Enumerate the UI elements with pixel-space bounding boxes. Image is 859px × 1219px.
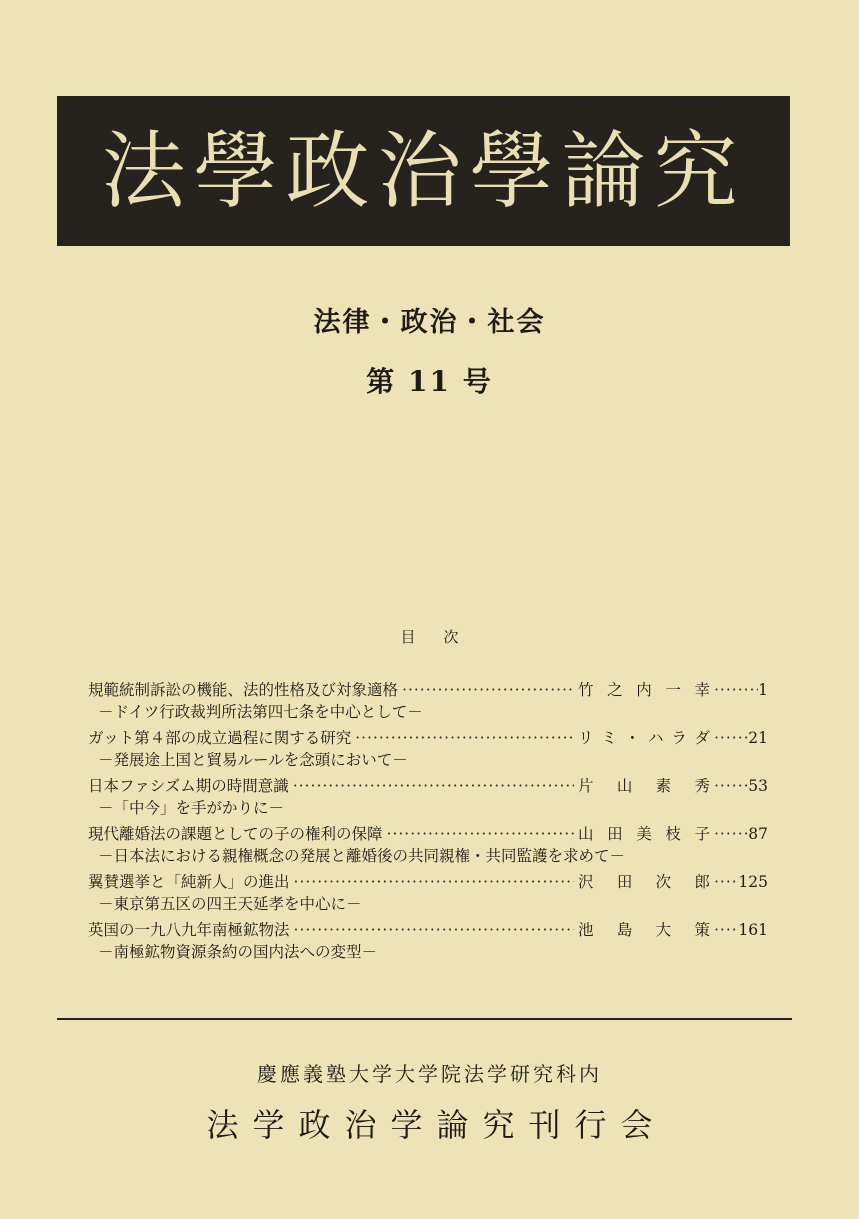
table-of-contents [88,678,768,966]
leader-dots [387,825,574,843]
entry-author: 片山素秀 [578,777,710,795]
leader-dots [714,825,748,843]
entry-author: 池島大策 [578,921,710,939]
entry-title: 英国の一九八九年南極鉱物法 [88,921,290,939]
entry-title: 日本ファシズム期の時間意識 [88,777,289,795]
entry-page: 125 [738,873,768,891]
entry-subtitle: －ドイツ行政裁判所法第四七条を中心として－ [98,703,423,721]
entry-author: 竹之内一幸 [578,681,710,699]
leader-dots [294,921,574,939]
entry-subtitle: －日本法における親権概念の発展と離婚後の共同親権・共同監護を求めて－ [98,847,626,865]
journal-title: 法學政治學論究 [101,122,746,220]
leader-dots [293,777,574,795]
entry-subtitle: －発展途上国と貿易ルールを念頭において－ [98,751,408,769]
leader-dots [714,921,738,939]
entry-subtitle: －「中今」を手がかりに－ [98,799,285,817]
toc-entry [88,726,768,774]
issue-number: 第 11 号 [366,365,493,398]
entry-author: 沢田次郎 [578,873,710,891]
entry-author: 山田美枝子 [578,825,710,843]
toc-entry [88,918,768,966]
entry-page: 87 [748,825,768,843]
publisher-affiliation: 慶應義塾大学大学院法学研究科内 [257,1062,602,1086]
toc-entry [88,870,768,918]
entry-page: 53 [748,777,768,795]
entry-page: 1 [758,681,768,699]
toc-entry [88,678,768,726]
entry-author: リミ・ハラダ [578,729,710,747]
journal-subtitle: 法律・政治・社会 [313,307,546,338]
entry-title: 翼賛選挙と「純新人」の進出 [88,873,290,891]
toc-heading: 目次 [400,628,487,646]
leader-dots [402,681,574,699]
entry-subtitle: －東京第五区の四王天延孝を中心に－ [98,895,362,913]
leader-dots [714,777,748,795]
entry-subtitle: －南極鉱物資源条約の国内法への変型－ [98,943,378,961]
toc-entry [88,774,768,822]
masthead-banner [57,96,790,246]
entry-page: 161 [738,921,768,939]
leader-dots [294,873,574,891]
leader-dots [714,681,758,699]
divider-rule [57,1018,792,1020]
leader-dots [714,873,738,891]
toc-entry [88,822,768,870]
entry-title: ガット第４部の成立過程に関する研究 [88,729,352,747]
entry-title: 現代離婚法の課題としての子の権利の保障 [88,825,383,843]
leader-dots [355,729,574,747]
entry-page: 21 [748,729,768,747]
publisher-name: 法学政治学論究刊行会 [206,1106,667,1144]
leader-dots [714,729,748,747]
entry-title: 規範統制訴訟の機能、法的性格及び対象適格 [88,681,399,699]
